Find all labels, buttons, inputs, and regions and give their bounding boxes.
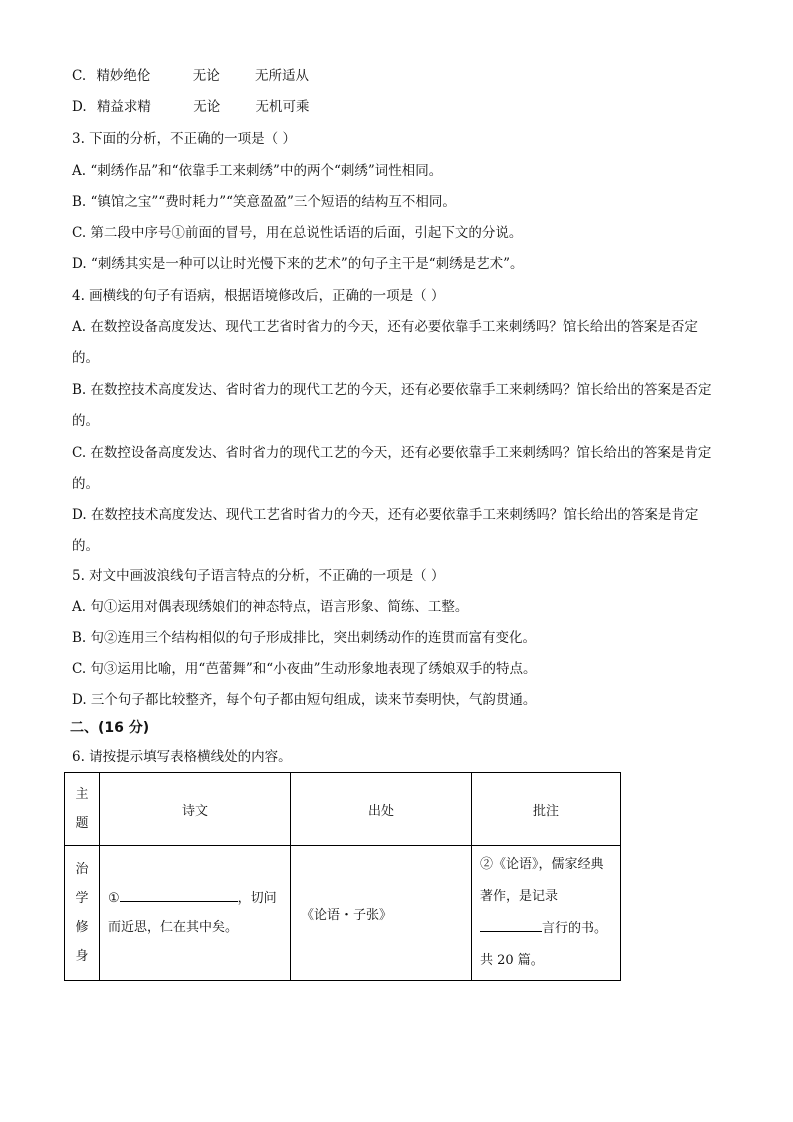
q2-option-c: C. 精妙绝伦 无论 无所适从 <box>72 68 310 84</box>
q2-option-d: D. 精益求精 无论 无机可乘 <box>72 99 310 115</box>
cell-theme: 治 学 修 身 <box>65 846 100 981</box>
q5-stem: 5. 对文中画波浪线句子语言特点的分析，不正确的一项是（ ） <box>72 568 445 584</box>
q3-option-d: D. “刺绣其实是一种可以让时光慢下来的艺术”的句子主干是“刺绣是艺术”。 <box>72 256 524 272</box>
header-poem: 诗文 <box>100 773 291 846</box>
section-heading: 二、(16 分) <box>70 720 150 736</box>
q4-option-b: B. 在数控技术高度发达、省时省力的现代工艺的今天，还有必要依靠手工来刺绣吗？馆长给出的答案是否定的。 <box>72 382 712 429</box>
cell-source: 《论语・子张》 <box>291 846 472 981</box>
q5-option-c: C. 句③运用比喻，用“芭蕾舞”和“小夜曲”生动形象地表现了绣娘双手的特点。 <box>72 661 537 677</box>
cell-poem: ① ，切问 而近思，仁在其中矣。 <box>100 846 291 981</box>
note-blank-input[interactable] <box>480 917 542 932</box>
q5-option-b: B. 句②连用三个结构相似的句子形成排比，突出刺绣动作的连贯而富有变化。 <box>72 630 537 646</box>
header-note: 批注 <box>472 773 621 846</box>
table-header-row <box>65 773 621 846</box>
header-source: 出处 <box>291 773 472 846</box>
q5-option-d: D. 三个句子都比较整齐，每个句子都由短句组成，读来节奏明快，气韵贯通。 <box>72 692 537 708</box>
table-row <box>65 846 621 981</box>
q3-option-a: A. “刺绣作品”和“依靠手工来刺绣”中的两个“刺绣”词性相同。 <box>72 163 443 179</box>
q3-option-c: C. 第二段中序号①前面的冒号，用在总说性话语的后面，引起下文的分说。 <box>72 225 523 241</box>
q3-option-b: B. “镇馆之宝”“费时耗力”“笑意盈盈”三个短语的结构互不相同。 <box>72 194 456 210</box>
poem-blank-input[interactable] <box>120 887 238 902</box>
q6-stem: 6. 请按提示填写表格横线处的内容。 <box>72 749 292 765</box>
q6-table <box>64 772 621 981</box>
q4-option-a: A. 在数控设备高度发达、现代工艺省时省力的今天，还有必要依靠手工来刺绣吗？馆长给出的答案是否定的。 <box>72 319 698 366</box>
q5-option-a: A. 句①运用对偶表现绣娘们的神态特点，语言形象、简练、工整。 <box>72 599 469 615</box>
q4-option-c: C. 在数控设备高度发达、省时省力的现代工艺的今天，还有必要依靠手工来刺绣吗？馆长给出的答案是肯定的。 <box>72 445 712 492</box>
cell-note: ②《论语》，儒家经典 著作，是记录 言行的书。 共 20 篇。 <box>472 846 621 981</box>
q3-stem: 3. 下面的分析，不正确的一项是（ ） <box>72 131 296 147</box>
header-theme: 主 题 <box>65 773 100 846</box>
q4-option-d: D. 在数控技术高度发达、现代工艺省时省力的今天，还有必要依靠手工来刺绣吗？馆长给出的答案是肯定的。 <box>72 507 699 554</box>
q4-stem: 4. 画横线的句子有语病，根据语境修改后，正确的一项是（ ） <box>72 288 445 304</box>
